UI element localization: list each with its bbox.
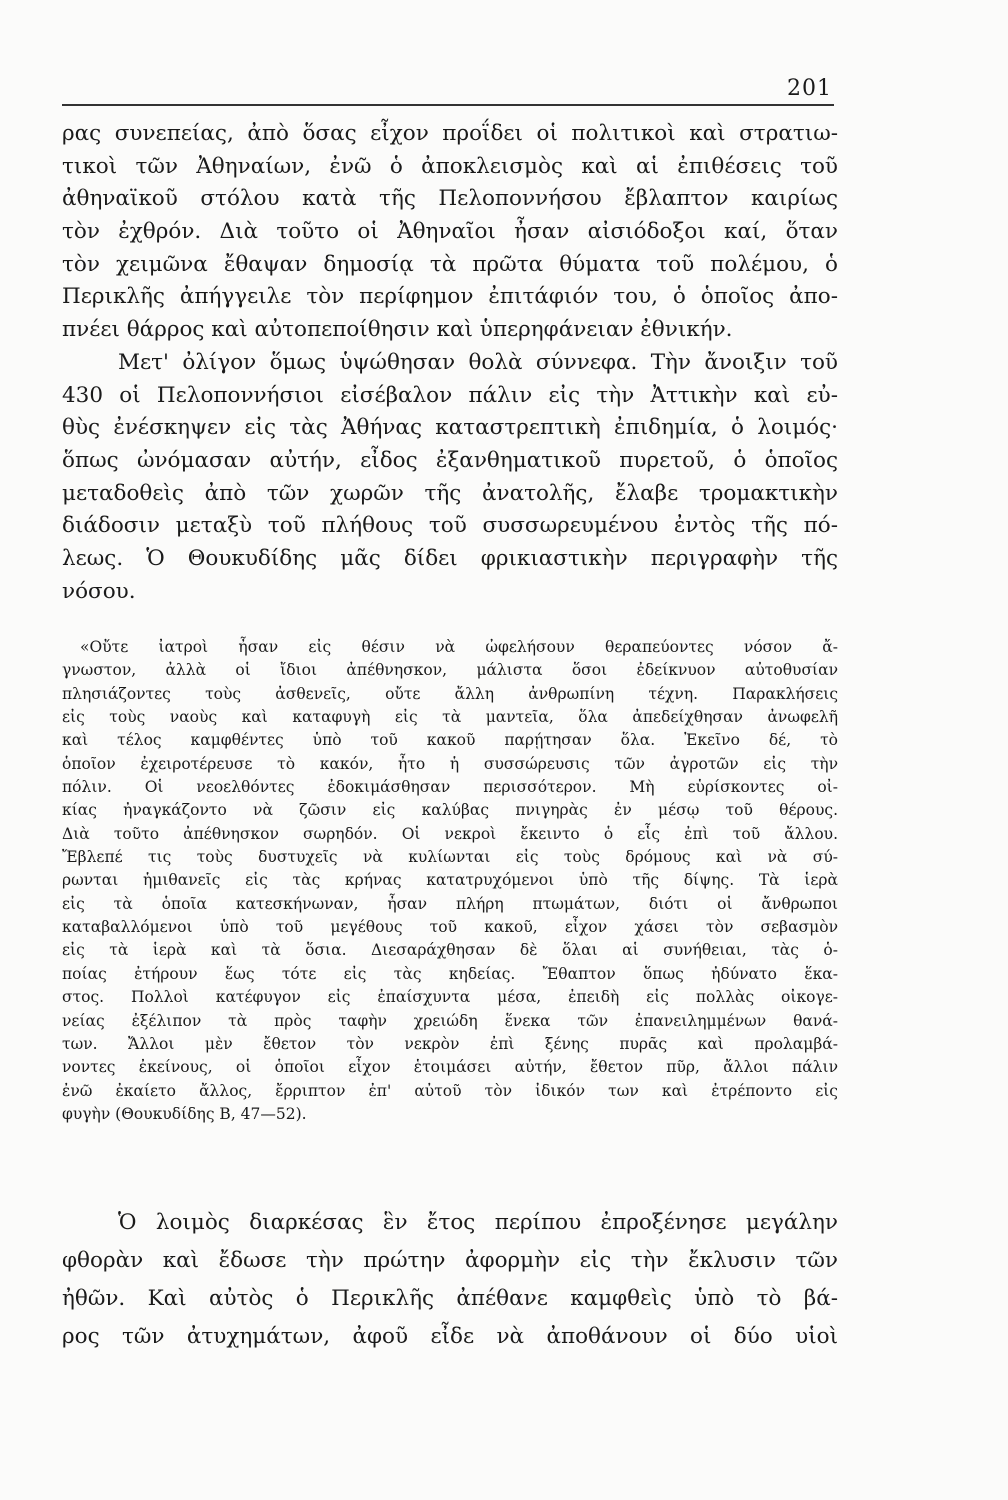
page-number: 201 xyxy=(787,76,832,101)
text-line: τὸν ἐχθρόν. Διὰ τοῦτο οἱ Ἀθηναῖοι ἦσαν αἰσιόδοξοι καί, ὅταν xyxy=(62,219,838,245)
quote-line: φυγὴν (Θουκυδίδης Β, 47—52). xyxy=(62,1104,307,1123)
quote-line: πλησιάζοντες τοὺς ἀσθενεῖς, οὔτε ἄλλη ἀνθρωπίνη τέχνη. Παρακλήσεις xyxy=(62,684,838,703)
text-line: ὅπως ὠνόμασαν αὐτήν, εἶδος ἐξανθηματικοῦ πυρετοῦ, ὁ ὁποῖος xyxy=(62,447,838,473)
quote-line: εἰς τὰ ὁποῖα κατεσκήνωναν, ἦσαν πλήρη πτωμάτων, διότι οἱ ἄνθρωποι xyxy=(62,894,838,913)
quote-line: ποίας ἐτήρουν ἕως τότε εἰς τὰς κηδείας. Ἔθαπτον ὅπως ἠδύνατο ἕκα- xyxy=(62,964,838,983)
text-line: θὺς ἐνέσκηψεν εἰς τὰς Ἀθήνας καταστρεπτικὴ ἐπιδημία, ὁ λοιμός· xyxy=(62,415,838,441)
quote-line: καὶ τέλος καμφθέντες ὑπὸ τοῦ κακοῦ παρῄτησαν ὅλα. Ἐκεῖνο δέ, τὸ xyxy=(62,731,838,750)
closing-text xyxy=(62,1204,838,1356)
quote-line: κίας ἠναγκάζοντο νὰ ζῶσιν εἰς καλύβας πνιγηρὰς ἐν μέσῳ τοῦ θέρους. xyxy=(62,801,838,820)
text-line: ἠθῶν. Καὶ αὐτὸς ὁ Περικλῆς ἀπέθανε καμφθεὶς ὑπὸ τὸ βά- xyxy=(62,1286,838,1311)
quote-line: Διὰ τοῦτο ἀπέθνησκον σωρηδόν. Οἱ νεκροὶ ἔκειντο ὁ εἷς ἐπὶ τοῦ ἄλλου. xyxy=(62,824,838,843)
text-line: τικοὶ τῶν Ἀθηναίων, ἐνῶ ὁ ἀποκλεισμὸς καὶ αἱ ἐπιθέσεις τοῦ xyxy=(62,153,838,179)
text-line: ἀθηναϊκοῦ στόλου κατὰ τῆς Πελοποννήσου ἔβλαπτον καιρίως xyxy=(62,186,838,212)
text-line: ρος τῶν ἀτυχημάτων, ἀφοῦ εἶδε νὰ ἀποθάνουν οἱ δύο υἱοὶ xyxy=(62,1324,838,1349)
quote-line: ρωνται ἡμιθανεῖς εἰς τὰς κρήνας κατατρυχόμενοι ὑπὸ τῆς δίψης. Τὰ ἱερὰ xyxy=(62,871,838,890)
text-line: Ὁ λοιμὸς διαρκέσας ἓν ἔτος περίπου ἐπροξένησε μεγάλην xyxy=(118,1210,838,1235)
quote-line: «Οὔτε ἰατροὶ ἦσαν εἰς θέσιν νὰ ὠφελήσουν θεραπεύοντες νόσον ἄ- xyxy=(80,638,838,656)
quote-line: νοντες ἐκείνους, οἱ ὁποῖοι εἶχον ἑτοιμάσει αὐτήν, ἔθετον πῦρ, ἄλλοι πάλιν xyxy=(62,1058,838,1077)
text-line: 430 οἱ Πελοποννήσιοι εἰσέβαλον πάλιν εἰς τὴν Ἀττικὴν καὶ εὐ- xyxy=(62,382,838,408)
quote-line: των. Ἄλλοι μὲν ἔθετον τὸν νεκρὸν ἐπὶ ξένης πυρᾶς καὶ προλαμβά- xyxy=(62,1034,838,1053)
text-line: νόσου. xyxy=(62,578,136,604)
main-text xyxy=(62,118,838,608)
text-line: Περικλῆς ἀπήγγειλε τὸν περίφημον ἐπιτάφιόν του, ὁ ὁποῖος ἀπο- xyxy=(62,284,838,310)
text-line: Μετ' ὀλίγον ὅμως ὑψώθησαν θολὰ σύννεφα. Τὴν ἄνοιξιν τοῦ xyxy=(118,349,838,375)
quote-line: ὁποῖον ἐχειροτέρευσε τὸ κακόν, ἦτο ἡ συσσώρευσις τῶν ἀγροτῶν εἰς τὴν xyxy=(62,754,838,773)
quote-line: ἐνῶ ἐκαίετο ἄλλος, ἔρριπτον ἐπ' αὐτοῦ τὸν ἰδικόν των καὶ ἐτρέποντο εἰς xyxy=(62,1081,838,1100)
quote-line: γνωστον, ἀλλὰ οἱ ἴδιοι ἀπέθνησκον, μάλιστα ὅσοι ἐδείκνυον αὐτοθυσίαν xyxy=(62,661,838,680)
text-line: ρας συνεπείας, ἀπὸ ὅσας εἶχον προΐδει οἱ πολιτικοὶ καὶ στρατιω- xyxy=(62,121,838,146)
quote-line: νείας ἐξέλιπον τὰ πρὸς ταφὴν χρειώδη ἕνεκα τῶν ἐπανειλημμένων θανά- xyxy=(62,1011,838,1030)
quote-line: καταβαλλόμενοι ὑπὸ τοῦ μεγέθους τοῦ κακοῦ, εἶχον χάσει τὸν σεβασμὸν xyxy=(62,918,838,937)
quote-line: Ἔβλεπέ τις τοὺς δυστυχεῖς νὰ κυλίωνται εἰς τοὺς δρόμους καὶ νὰ σύ- xyxy=(62,848,838,867)
text-line: τὸν χειμῶνα ἔθαψαν δημοσίᾳ τὰ πρῶτα θύματα τοῦ πολέμου, ὁ xyxy=(62,251,838,277)
header-rule xyxy=(62,104,834,106)
quote-line: στος. Πολλοὶ κατέφυγον εἰς ἐπαίσχυντα μέσα, ἐπειδὴ εἰς πολλὰς οἰκογε- xyxy=(62,988,838,1007)
quote-line: εἰς τοὺς ναοὺς καὶ καταφυγὴ εἰς τὰ μαντεῖα, ὅλα ἀπεδείχθησαν ἀνωφελῆ xyxy=(62,708,838,727)
text-line: φθορὰν καὶ ἔδωσε τὴν πρώτην ἀφορμὴν εἰς τὴν ἔκλυσιν τῶν xyxy=(62,1248,838,1273)
text-line: διάδοσιν μεταξὺ τοῦ πλήθους τοῦ συσσωρευμένου ἐντὸς τῆς πό- xyxy=(62,513,838,539)
text-line: πνέει θάρρος καὶ αὐτοπεποίθησιν καὶ ὑπερηφάνειαν ἐθνικήν. xyxy=(62,317,733,343)
text-line: μεταδοθεὶς ἀπὸ τῶν χωρῶν τῆς ἀνατολῆς, ἔλαβε τρομακτικὴν xyxy=(62,480,838,506)
text-line: λεως. Ὁ Θουκυδίδης μᾶς δίδει φρικιαστικὴν περιγραφὴν τῆς xyxy=(62,545,838,571)
quote-line: πόλιν. Οἱ νεοελθόντες ἐδοκιμάσθησαν περισσότερον. Μὴ εὑρίσκοντες οἰ- xyxy=(62,778,838,797)
quote-line: εἰς τὰ ἱερὰ καὶ τὰ ὅσια. Διεσαράχθησαν δὲ ὅλαι αἱ συνήθειαι, τὰς ὁ- xyxy=(62,941,838,960)
thucydides-quotation xyxy=(62,636,838,1126)
